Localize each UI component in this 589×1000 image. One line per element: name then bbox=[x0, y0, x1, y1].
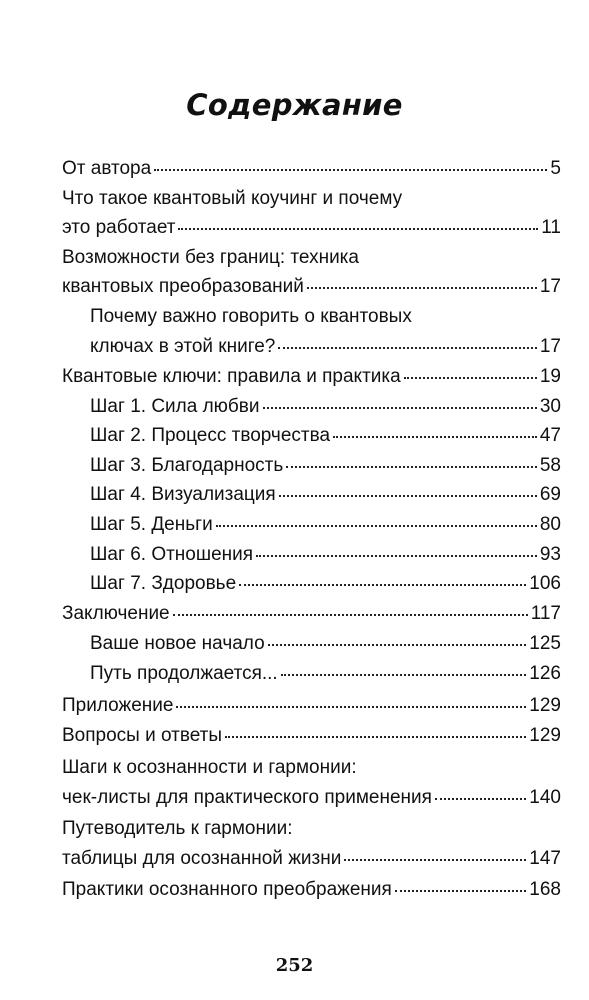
dot-leader bbox=[239, 584, 526, 586]
toc-entry-title: Шаг 6. Отношения bbox=[90, 544, 254, 565]
toc-entry bbox=[90, 543, 561, 567]
toc-entry-title: Приложение bbox=[62, 695, 174, 716]
toc-entry bbox=[62, 157, 561, 181]
toc-entry-page: 17 bbox=[539, 276, 561, 297]
toc-entry-title: Шаг 5. Деньги bbox=[90, 514, 213, 535]
dot-leader bbox=[256, 555, 537, 557]
dot-leader bbox=[395, 890, 526, 892]
toc-entry-title: Ваше новое начало bbox=[90, 633, 265, 654]
dot-leader bbox=[281, 674, 527, 676]
dot-leader bbox=[178, 228, 538, 230]
toc-entry-page: 80 bbox=[539, 514, 561, 535]
dot-leader bbox=[278, 347, 537, 349]
toc-entry-page: 140 bbox=[529, 787, 561, 808]
toc-entry-title: ключах в этой книге? bbox=[90, 336, 276, 357]
toc-entry-page: 129 bbox=[529, 695, 561, 716]
toc-entry-title: Возможности без границ: техника bbox=[62, 247, 359, 268]
toc-entry bbox=[62, 365, 561, 389]
toc-entry bbox=[62, 602, 561, 626]
toc-entry bbox=[90, 335, 561, 359]
toc-entry-title: Шаг 3. Благодарность bbox=[90, 455, 284, 476]
toc-entry bbox=[90, 483, 561, 507]
dot-leader bbox=[176, 706, 526, 708]
dot-leader bbox=[268, 644, 527, 646]
dot-leader bbox=[173, 614, 528, 616]
toc-entry-page: 47 bbox=[539, 425, 561, 446]
toc-entry bbox=[62, 275, 561, 299]
dot-leader bbox=[333, 436, 537, 438]
toc-entry bbox=[62, 817, 293, 841]
toc-entry-title: От автора bbox=[62, 158, 152, 179]
toc-entry bbox=[62, 724, 561, 748]
toc-entry-page: 125 bbox=[529, 633, 561, 654]
toc-entry-title: Почему важно говорить о квантовых bbox=[90, 306, 412, 327]
toc-entry-page: 69 bbox=[539, 484, 561, 505]
dot-leader bbox=[279, 495, 537, 497]
toc-entry-title: это работает bbox=[62, 217, 176, 238]
dot-leader bbox=[307, 287, 537, 289]
toc-entry-page: 30 bbox=[539, 396, 561, 417]
toc-entry-title: Путь продолжается... bbox=[90, 663, 278, 684]
toc-entry-title: таблицы для осознанной жизни bbox=[62, 848, 342, 869]
dot-leader bbox=[225, 736, 526, 738]
toc-entry bbox=[62, 847, 561, 871]
toc-entry-title: Шаг 1. Сила любви bbox=[90, 396, 260, 417]
toc-entry bbox=[62, 216, 561, 240]
toc-entry bbox=[90, 424, 561, 448]
toc-entry-title: Шаг 2. Процесс творчества bbox=[90, 425, 331, 446]
toc-entry-title: Путеводитель к гармонии: bbox=[62, 818, 293, 839]
dot-leader bbox=[154, 169, 547, 171]
toc-entry-title: Что такое квантовый коучинг и почему bbox=[62, 188, 403, 209]
toc-entry bbox=[62, 694, 561, 718]
toc-entry bbox=[90, 572, 561, 596]
dot-leader bbox=[286, 466, 537, 468]
toc-entry bbox=[62, 878, 561, 902]
toc-entry bbox=[90, 454, 561, 478]
dot-leader bbox=[404, 377, 537, 379]
toc-entry-title: Квантовые ключи: правила и практика bbox=[62, 366, 401, 387]
toc-entry-page: 126 bbox=[529, 663, 561, 684]
toc-entry-page: 129 bbox=[529, 725, 561, 746]
toc-entry-title: Шаг 7. Здоровье bbox=[90, 573, 237, 594]
toc-entry bbox=[90, 632, 561, 656]
dot-leader bbox=[216, 525, 537, 527]
toc-entry bbox=[90, 395, 561, 419]
dot-leader bbox=[435, 798, 526, 800]
toc-entry-page: 147 bbox=[529, 848, 561, 869]
toc-entry bbox=[90, 662, 561, 686]
toc-entry-page: 117 bbox=[530, 603, 561, 624]
toc-entry-title: Практики осознанного преображения bbox=[62, 879, 392, 900]
toc-entry bbox=[62, 246, 359, 270]
toc-entry bbox=[62, 756, 357, 780]
toc-entry-page: 168 bbox=[529, 879, 561, 900]
toc-entry bbox=[62, 187, 402, 211]
toc-entry-title: Заключение bbox=[62, 603, 170, 624]
toc-entry-title: Шаг 4. Визуализация bbox=[90, 484, 276, 505]
toc-entry-page: 5 bbox=[550, 158, 561, 179]
toc-entry-page: 19 bbox=[539, 366, 561, 387]
toc-entry-page: 93 bbox=[539, 544, 561, 565]
toc-entry-page: 58 bbox=[539, 455, 561, 476]
dot-leader bbox=[263, 407, 537, 409]
page-number: 252 bbox=[275, 955, 314, 976]
toc-entry bbox=[90, 305, 412, 329]
dot-leader bbox=[344, 859, 526, 861]
toc-entry-page: 11 bbox=[541, 217, 561, 238]
page-title: Содержание bbox=[186, 88, 403, 122]
toc-entry-title: квантовых преобразований bbox=[62, 276, 304, 297]
toc-entry-title: Шаги к осознанности и гармонии: bbox=[62, 757, 357, 778]
toc-entry-title: Вопросы и ответы bbox=[62, 725, 223, 746]
toc-entry bbox=[62, 786, 561, 810]
toc-entry bbox=[90, 513, 561, 537]
toc-entry-title: чек-листы для практического применения bbox=[62, 787, 432, 808]
toc-entry-page: 17 bbox=[539, 336, 561, 357]
toc-entry-page: 106 bbox=[529, 573, 561, 594]
